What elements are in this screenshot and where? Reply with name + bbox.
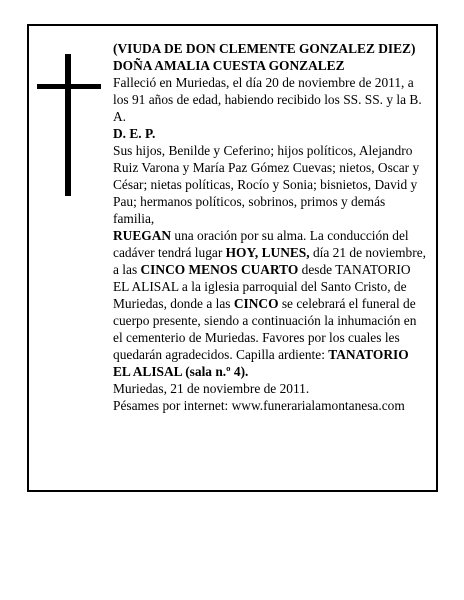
place-date: Muriedas, 21 de noviembre de 2011.	[113, 381, 310, 396]
widow-line: (VIUDA DE DON CLEMENTE GONZALEZ DIEZ)	[113, 41, 416, 56]
cross-icon	[37, 54, 101, 196]
ruegan-text: RUEGAN	[113, 228, 172, 243]
deceased-name: DOÑA AMALIA CUESTA GONZALEZ	[113, 58, 345, 73]
condolences-line: Pésames por internet: www.funerarialamontanesa.com	[113, 398, 405, 413]
cinco-text: CINCO	[233, 296, 279, 311]
prayer-text-4: se celebrará el funeral de cuerpo presente, siendo a continuación la inhumación en el cementerio de Muriedas. Favores por los cuales les quedarán agradecidos. Capilla ardiente:	[113, 296, 417, 362]
prayer-text-1: una oración por su alma. La conducción del cadáver tendrá lugar	[113, 228, 409, 260]
obituary-text	[113, 40, 427, 414]
dep-line: D. E. P.	[113, 126, 156, 141]
hoy-lunes-text: HOY, LUNES,	[225, 245, 310, 260]
death-info: Falleció en Muriedas, el día 20 de noviembre de 2011, a los 91 años de edad, habiendo recibido los SS. SS. y la B. A.	[113, 75, 422, 124]
cross-vertical-bar	[65, 54, 71, 196]
cinco-menos-cuarto-text: CINCO MENOS CUARTO	[140, 262, 299, 277]
prayer-paragraph	[113, 227, 427, 380]
family-list: Sus hijos, Benilde y Ceferino; hijos políticos, Alejandro Ruiz Varona y María Paz Gómez Cuevas; nietos, Oscar y César; nietas políticas, Rocío y Sonia; bisnietos, David y Pau; hermanos políticos, sobrinos, primos y demás familia,	[113, 143, 420, 226]
cross-horizontal-bar	[37, 84, 101, 89]
prayer-text-3: desde TANATORIO EL ALISAL a la iglesia parroquial del Santo Cristo, de Muriedas, donde a las	[113, 262, 411, 311]
prayer-text-2: día 21 de noviembre, a las	[113, 245, 426, 277]
capilla-text: TANATORIO EL ALISAL (sala n.º 4).	[113, 347, 409, 379]
